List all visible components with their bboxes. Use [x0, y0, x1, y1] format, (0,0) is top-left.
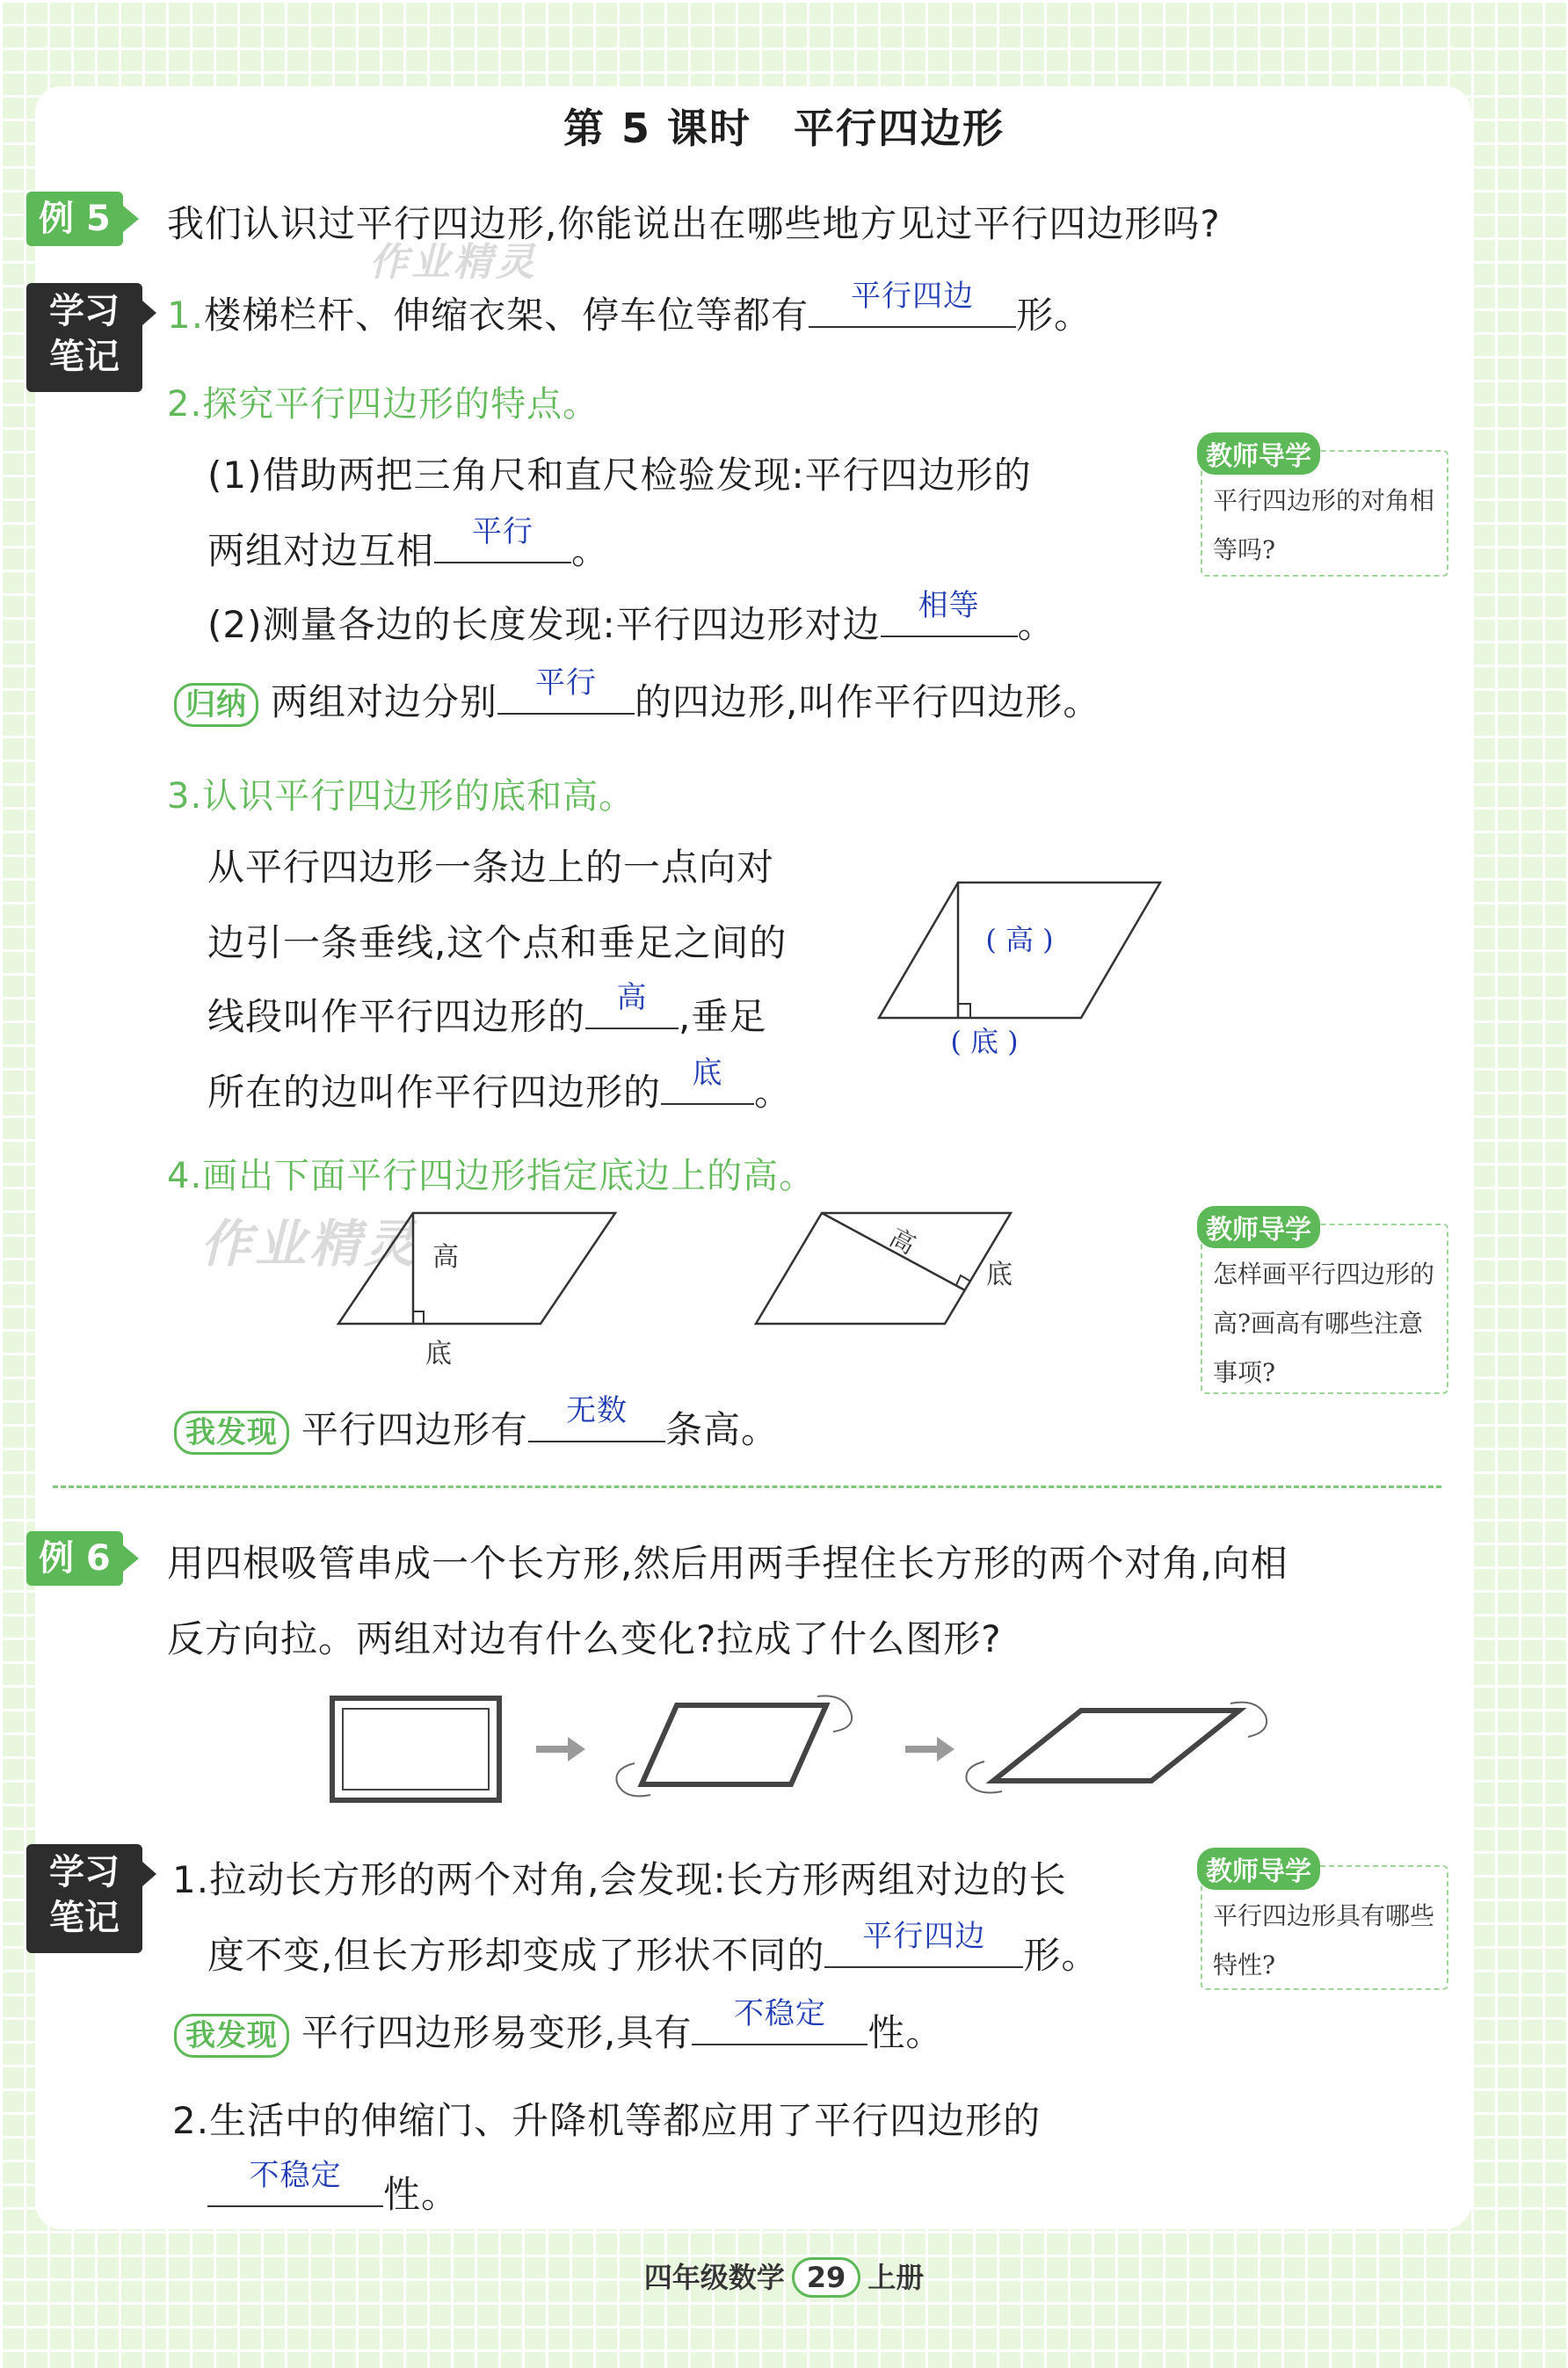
footer-grade: 四年级数学 [643, 2261, 785, 2294]
rectangle-inner [343, 1709, 489, 1790]
answer-blank[interactable] [528, 1393, 665, 1442]
page-title: 第 5 课时 平行四边形 [563, 105, 1005, 152]
parallelogram-straws-1 [642, 1705, 826, 1784]
step2b-end: 。 [1017, 603, 1056, 646]
example-6-line1: 用四根吸管串成一个长方形,然后用两手捏住长方形的两个对角,向相 [167, 1542, 1289, 1585]
page-number: 29 [792, 2257, 861, 2298]
parallelogram-shape [338, 1213, 615, 1324]
answer-text: 平行 [535, 665, 598, 701]
summary-pre: 两组对边分别 [271, 680, 498, 723]
base-label: 底 [425, 1339, 452, 1369]
answer-text: 平行四边 [851, 279, 975, 314]
ex5-step4-heading: 4.画出下面平行四边形指定底边上的高。 [167, 1156, 816, 1196]
watermark: 作业精灵 [369, 240, 538, 285]
answer-blank[interactable] [661, 1056, 754, 1105]
teacher-hint-box [1201, 1856, 1448, 1990]
answer-text: 相等 [918, 588, 980, 623]
summary-label: 归纳 [174, 683, 258, 727]
notes-tag-line1: 学习 [49, 1852, 120, 1892]
example-6-line2: 反方向拉。两组对边有什么变化?拉成了什么图形? [167, 1617, 1002, 1660]
answer-text: 平行 [472, 514, 534, 549]
answer-blank[interactable] [692, 1996, 867, 2045]
right-angle-mark [413, 1311, 424, 1324]
teacher-hint-text: 平行四边形的对角相等吗? [1213, 486, 1435, 564]
answer-text: 平行四边 [862, 1919, 986, 1954]
exercise-parallelogram-1 [334, 1204, 633, 1380]
step2b-pre: (2)测量各边的长度发现:平行四边形对边 [207, 603, 881, 646]
ex5-discovery [174, 1393, 780, 1455]
teacher-hint-label: 教师导学 [1197, 1206, 1320, 1248]
ex5-step2a-line1: (1)借助两把三角尺和直尺检验发现:平行四边形的 [207, 454, 1032, 497]
step2-end: 性。 [383, 2173, 460, 2216]
answer-text: 不稳定 [249, 2158, 342, 2193]
answer-blank[interactable] [207, 2158, 383, 2207]
ex5-step2-heading: 2.探究平行四边形的特点。 [167, 384, 599, 425]
study-notes-tag [26, 1844, 142, 1953]
parallelogram-figure [870, 870, 1178, 1072]
height-label: ( 高 ) [985, 923, 1054, 956]
ex5-step3-line2: 边引一条垂线,这个点和垂足之间的 [207, 921, 788, 964]
ex5-step3-line3 [207, 980, 767, 1041]
discovery-end: 性。 [867, 2011, 944, 2054]
teacher-hint-label: 教师导学 [1197, 432, 1320, 475]
watermark: 作业精灵 [200, 1214, 419, 1274]
discovery-pre: 平行四边形易变形,具有 [301, 2011, 693, 2054]
step2a-pre: 两组对边互相 [207, 529, 435, 572]
step2a-end: 。 [571, 529, 610, 572]
answer-text: 无数 [566, 1393, 628, 1428]
page-footer [0, 2255, 1568, 2298]
height-label: 高 [884, 1223, 920, 1260]
teacher-hint-text: 怎样画平行四边形的高?画高有哪些注意事项? [1213, 1260, 1435, 1387]
ex5-step2a-line2 [207, 514, 610, 575]
step1-end: 形。 [1016, 294, 1093, 337]
straw-illustration [325, 1679, 1310, 1811]
discovery-label: 我发现 [174, 2014, 289, 2058]
height-label: 高 [432, 1242, 459, 1273]
ex5-step2b [207, 588, 1056, 649]
answer-text: 不稳定 [733, 1996, 826, 2031]
rectangle-straws [332, 1698, 499, 1800]
teacher-hint-label: 教师导学 [1197, 1848, 1320, 1890]
answer-text: 高 [616, 980, 648, 1015]
answer-blank[interactable] [809, 279, 1016, 328]
discovery-label: 我发现 [174, 1411, 289, 1455]
ex5-step1 [167, 279, 1093, 339]
teacher-hint-box [1201, 1215, 1448, 1394]
base-label: ( 底 ) [950, 1025, 1019, 1058]
notes-tag-line1: 学习 [49, 291, 120, 331]
answer-blank[interactable] [881, 588, 1018, 637]
step3-line3-end: ,垂足 [679, 995, 767, 1038]
right-angle-mark [958, 1004, 970, 1018]
teacher-hint-box [1201, 441, 1448, 577]
step3-line4-end: 。 [754, 1071, 793, 1114]
base-label: 底 [986, 1260, 1013, 1290]
summary-end: 的四边形,叫作平行四边形。 [635, 680, 1101, 723]
hand-icon [1230, 1703, 1267, 1737]
step3-line3-pre: 线段叫作平行四边形的 [207, 995, 586, 1038]
section-divider [53, 1485, 1441, 1488]
step1-text: 楼梯栏杆、伸缩衣架、停车位等都有 [204, 294, 809, 337]
example-5-question: 我们认识过平行四边形,你能说出在哪些地方见过平行四边形吗? [167, 202, 1221, 245]
answer-blank[interactable] [497, 665, 635, 715]
notes-tag-line2: 笔记 [49, 1898, 120, 1938]
example-6-tag: 例 6 [26, 1531, 123, 1586]
parallelogram-straws-2 [993, 1711, 1239, 1781]
example-5-tag: 例 5 [26, 192, 123, 246]
step3-line4-pre: 所在的边叫作平行四边形的 [207, 1071, 662, 1114]
step-number: 1. [167, 294, 205, 337]
answer-blank[interactable] [434, 514, 571, 563]
ex6-step1-line1: 1.拉动长方形的两个对角,会发现:长方形两组对边的长 [172, 1858, 1067, 1901]
ex6-step2-line1: 2.生活中的伸缩门、升降机等都应用了平行四边形的 [172, 2099, 1042, 2142]
teacher-hint-text: 平行四边形具有哪些特性? [1213, 1901, 1435, 1979]
answer-blank[interactable] [824, 1919, 1023, 1968]
step1-end: 形。 [1023, 1934, 1100, 1977]
notes-tag-line2: 笔记 [49, 337, 120, 377]
study-notes-tag [26, 283, 142, 392]
arrow-icon [536, 1737, 585, 1761]
answer-text: 底 [692, 1056, 723, 1091]
ex6-discovery [174, 1996, 944, 2058]
ex5-step3-line4 [207, 1056, 793, 1116]
step1-line2-pre: 度不变,但长方形却变成了形状不同的 [207, 1934, 825, 1977]
ex6-step2-line2 [207, 2158, 460, 2219]
ex5-step3-heading: 3.认识平行四边形的底和高。 [167, 776, 635, 817]
parallelogram-shape [756, 1213, 1011, 1324]
footer-volume: 上册 [867, 2261, 925, 2294]
exercise-parallelogram-2 [747, 1204, 1046, 1380]
ex5-summary [174, 665, 1101, 727]
arrow-icon [905, 1737, 955, 1761]
ex5-step3-line1: 从平行四边形一条边上的一点向对 [207, 846, 775, 889]
answer-blank[interactable] [585, 980, 679, 1029]
discovery-pre: 平行四边形有 [301, 1408, 529, 1451]
ex6-step1-line2 [207, 1919, 1100, 1979]
discovery-end: 条高。 [665, 1408, 780, 1451]
